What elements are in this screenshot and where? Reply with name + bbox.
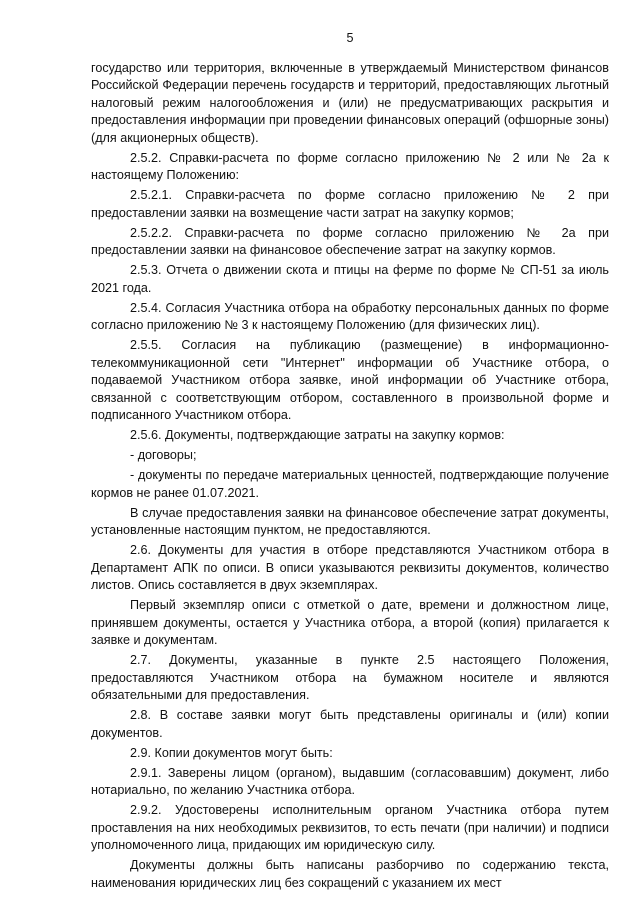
paragraph: 2.5.2. Справки-расчета по форме согласно приложению № 2 или № 2а к настоящему Положению: (91, 150, 609, 182)
paragraph: государство или территория, включенные в утверждаемый Министерством финансов Российской Федерации перечень государств и территорий, предоставляющих льготный налоговый режим налогообложения и (или) не предусматривающих раскрытия и предоставления информации при проведении финансовых операций (офшорные зоны) (для акционерных обществ). (91, 60, 609, 145)
paragraph: 2.9. Копии документов могут быть: (130, 745, 333, 760)
paragraph: 2.7. Документы, указанные в пункте 2.5 настоящего Положения, предоставляются Участником отбора на бумажном носителе и являются обязательными для предоставления. (91, 653, 609, 702)
paragraph: 2.9.2. Удостоверены исполнительным органом Участника отбора путем проставления на них необходимых реквизитов, то есть печати (при наличии) и подписи уполномоченного лица, придающих им юридическую силу. (91, 803, 609, 852)
paragraph: Документы должны быть написаны разборчиво по содержанию текста, наименования юридических лиц без сокращений с указанием их мест (91, 858, 609, 890)
paragraph: Первый экземпляр описи с отметкой о дате, времени и должностном лице, принявшем документы, остается у Участника отбора, а второй (копия) прилагается к заявке и документам. (91, 598, 609, 647)
paragraph: 2.5.4. Согласия Участника отбора на обработку персональных данных по форме согласно приложению № 3 к настоящему Положению (для физических лиц). (91, 300, 609, 332)
paragraph: 2.5.5. Согласия на публикацию (размещение) в информационно-телекоммуникационной сети "Интернет" информации об Участнике отбора, о подаваемой Участником отбора заявке, иной информации об Участнике отбора, связанной с соответствующим отбором, составленного в произвольной форме и подписанного Участником отбора. (91, 338, 609, 422)
paragraph: 2.5.3. Отчета о движении скота и птицы на ферме по форме № СП-51 за июль 2021 года. (91, 263, 609, 295)
body-text (91, 60, 609, 893)
document-page (91, 30, 609, 895)
paragraph: В случае предоставления заявки на финансовое обеспечение затрат документы, установленные настоящим пунктом, не предоставляются. (91, 505, 609, 537)
paragraph: 2.9.1. Заверены лицом (органом), выдавшим (согласовавшим) документ, либо нотариально, по желанию Участника отбора. (91, 765, 609, 797)
paragraph: 2.5.2.1. Справки-расчета по форме согласно приложению № 2 при предоставлении заявки на возмещение части затрат на закупку кормов; (91, 188, 609, 220)
paragraph: 2.5.6. Документы, подтверждающие затраты на закупку кормов: (130, 428, 505, 442)
paragraph: - договоры; (130, 448, 197, 462)
paragraph: 2.6. Документы для участия в отборе представляются Участником отбора в Департамент АПК по описи. В описи указываются реквизиты документов, количество листов. Опись составляется в двух экземплярах. (91, 543, 609, 592)
paragraph: 2.8. В составе заявки могут быть представлены оригиналы и (или) копии документов. (91, 708, 609, 740)
page-number: 5 (346, 31, 354, 45)
paragraph: - документы по передаче материальных ценностей, подтверждающие получение кормов не ранее 01.07.2021. (91, 468, 609, 500)
paragraph: 2.5.2.2. Справки-расчета по форме согласно приложению № 2а при предоставлении заявки на финансовое обеспечение затрат на закупку кормов. (91, 225, 609, 257)
